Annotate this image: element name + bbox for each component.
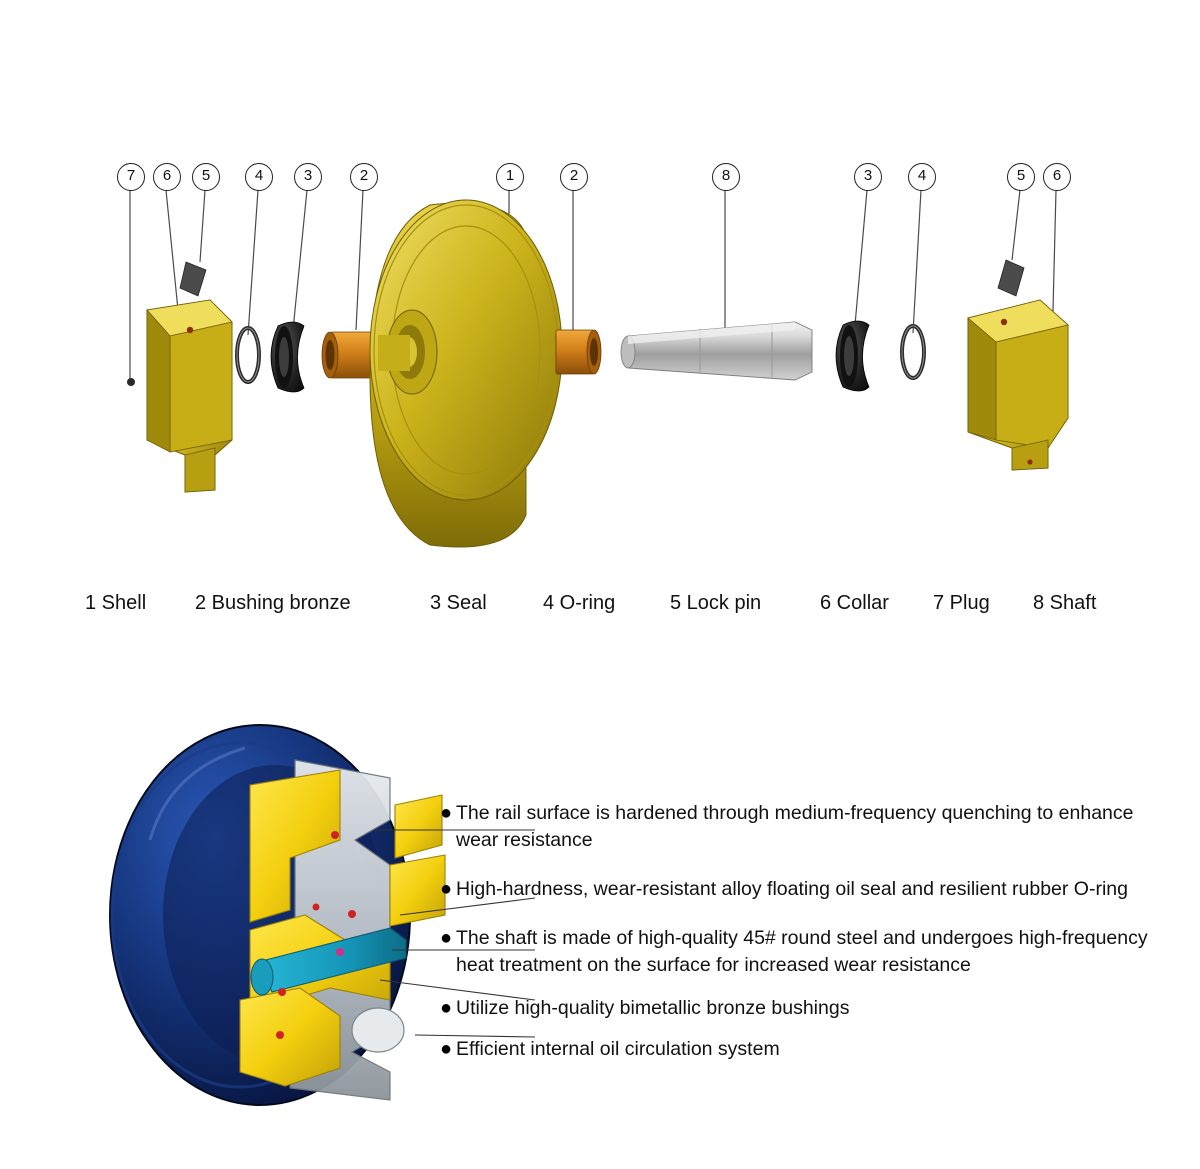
callout-5b: 5 [1007,163,1035,191]
legend-item-plug: 7 Plug [933,592,990,614]
legend-item-bushing-bronze: 2 Bushing bronze [195,592,351,614]
leader-lines [130,190,1056,430]
legend-item-o-ring: 4 O-ring [543,592,616,614]
callout-1: 1 [496,163,524,191]
part-shell-left [127,262,232,492]
exploded-assembly-diagram [0,0,1200,560]
features-list [440,800,1170,1075]
feature-item [440,876,1170,903]
legend-item-lock-pin: 5 Lock pin [670,592,762,614]
legend-item-seal: 3 Seal [430,592,487,614]
legend-item-shaft: 8 Shaft [1033,592,1097,614]
feature-item [440,995,1170,1022]
feature-item [440,925,1170,979]
callout-4b: 4 [908,163,936,191]
callout-7: 7 [117,163,145,191]
feature-text: The rail surface is hardened through medium-frequency quenching to enhance wear resistance [456,802,1134,851]
callout-5: 5 [192,163,220,191]
part-shaft [621,322,812,380]
feature-text: Utilize high-quality bimetallic bronze bushings [456,997,850,1019]
bullet-icon: ● [440,878,453,900]
callout-2: 2 [350,163,378,191]
callout-3b: 3 [854,163,882,191]
callout-6b: 6 [1043,163,1071,191]
legend-item-collar: 6 Collar [820,592,889,614]
part-seal-right [836,321,869,391]
feature-text: Efficient internal oil circulation system [456,1038,780,1060]
callout-8: 8 [712,163,740,191]
callout-2b: 2 [560,163,588,191]
parts-legend [85,592,1145,632]
exploded-assembly-svg [0,0,1200,560]
feature-item [440,1036,1170,1063]
part-wheel-shell [370,200,601,547]
feature-item [440,800,1170,854]
bullet-icon: ● [440,927,453,949]
part-seal-left [271,322,304,392]
bullet-icon: ● [440,997,453,1019]
part-oring-right [902,326,924,378]
bullet-icon: ● [440,1038,453,1060]
bullet-icon: ● [440,802,453,824]
callout-3: 3 [294,163,322,191]
feature-text: High-hardness, wear-resistant alloy floating oil seal and resilient rubber O-ring [456,878,1128,900]
legend-item-shell: 1 Shell [85,592,147,614]
callout-4: 4 [245,163,273,191]
part-oring-left [237,328,259,382]
callout-6: 6 [153,163,181,191]
feature-text: The shaft is made of high-quality 45# round steel and undergoes high-frequency heat treatment on the surface for increased wear resistance [456,927,1148,976]
